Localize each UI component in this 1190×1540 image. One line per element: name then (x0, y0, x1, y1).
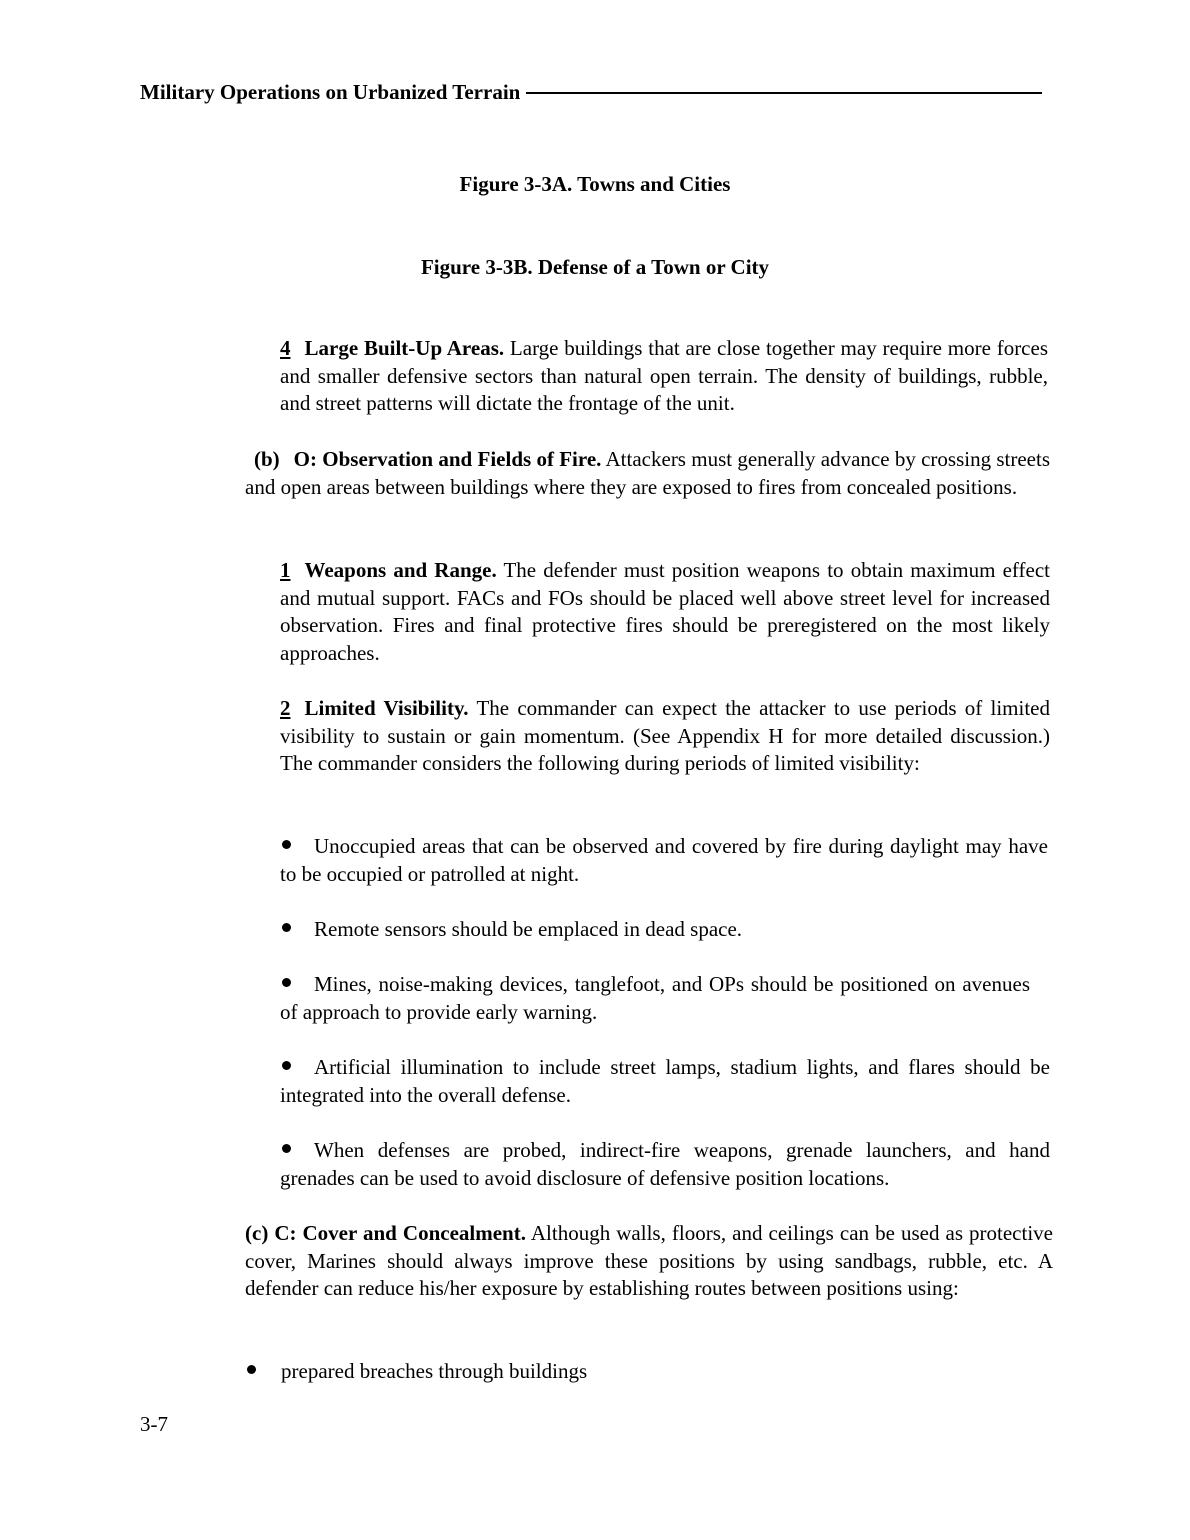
list-item-text: When defenses are probed, indirect-fire weapons, grenade launchers, and hand grenades can be used to avoid disclosure of defensive position locations. (280, 1138, 1050, 1190)
paragraph-heading: Weapons and Range. (304, 558, 497, 582)
section-label: (b) (254, 447, 280, 471)
paragraph-weapons-and-range (280, 557, 1050, 667)
item-number: 4 (280, 336, 291, 360)
list-item (280, 1137, 1050, 1192)
list-item (280, 916, 1048, 944)
bullet-icon (282, 923, 291, 932)
list-item (280, 1054, 1050, 1109)
paragraph-text: Attackers must generally advance by crossing streets and open areas between buildings where they are exposed to fires from concealed positions. (245, 447, 1051, 499)
page-number: 3-7 (140, 1412, 168, 1436)
paragraph-heading: Large Built-Up Areas. (304, 336, 505, 360)
running-header (140, 78, 1042, 106)
paragraph-text: The defender must position weapons to obtain maximum effect and mutual support. FACs and FOs should be placed well above street level for increased observation. Fires and final protective fires should be preregistered on the most likely approaches. (280, 558, 1050, 665)
list-item-text: Mines, noise-making devices, tanglefoot, and OPs should be positioned on avenues of approach to provide early warning. (280, 972, 1030, 1024)
bullet-icon (247, 1365, 256, 1374)
header-rule (526, 92, 1042, 94)
item-number: 1 (280, 558, 291, 582)
bullet-icon (282, 978, 291, 987)
list-item (280, 971, 1030, 1026)
paragraph-large-built-up-areas (280, 335, 1048, 418)
list-item-text: Unoccupied areas that can be observed and covered by fire during daylight may have to be occupied or patrolled at night. (280, 834, 1048, 886)
list-item (280, 833, 1048, 888)
paragraph-text: The commander can expect the attacker to use periods of limited visibility to sustain or gain momentum. (See Appendix H for more detailed discussion.) The commander considers the following during periods of limited visibility: (280, 696, 1051, 775)
paragraph-text: Although walls, floors, and ceilings can be used as protective cover, Marines should always improve these positions by using sandbags, rubble, etc. A defender can reduce his/her exposure by establishing routes between positions using: (245, 1221, 1053, 1300)
bullet-icon (282, 1061, 291, 1070)
header-title: Military Operations on Urbanized Terrain (140, 80, 521, 104)
figure-caption-3-3a: Figure 3-3A. Towns and Cities (459, 172, 731, 196)
paragraph-heading: Limited Visibility. (304, 696, 469, 720)
bullet-icon (282, 840, 291, 849)
paragraph-observation-fields-of-fire (245, 446, 1050, 501)
list-item (245, 1358, 1045, 1386)
paragraph-heading: C: Cover and Concealment. (274, 1221, 526, 1245)
paragraph-limited-visibility (280, 695, 1050, 778)
paragraph-cover-and-concealment (245, 1220, 1053, 1303)
figure-caption-3-3b: Figure 3-3B. Defense of a Town or City (420, 255, 770, 279)
list-item-text: Remote sensors should be emplaced in dead space. (314, 917, 743, 941)
item-number: 2 (280, 696, 291, 720)
bullet-icon (282, 1144, 291, 1153)
list-item-text: prepared breaches through buildings (281, 1359, 588, 1383)
list-item-text: Artificial illumination to include street lamps, stadium lights, and flares should be integrated into the overall defense. (280, 1055, 1050, 1107)
paragraph-heading: O: Observation and Fields of Fire. (293, 447, 602, 471)
paragraph-text: Large buildings that are close together may require more forces and smaller defensive sectors than natural open terrain. The density of buildings, rubble, and street patterns will dictate the frontage of the unit. (280, 336, 1048, 415)
section-label: (c) (245, 1221, 269, 1245)
